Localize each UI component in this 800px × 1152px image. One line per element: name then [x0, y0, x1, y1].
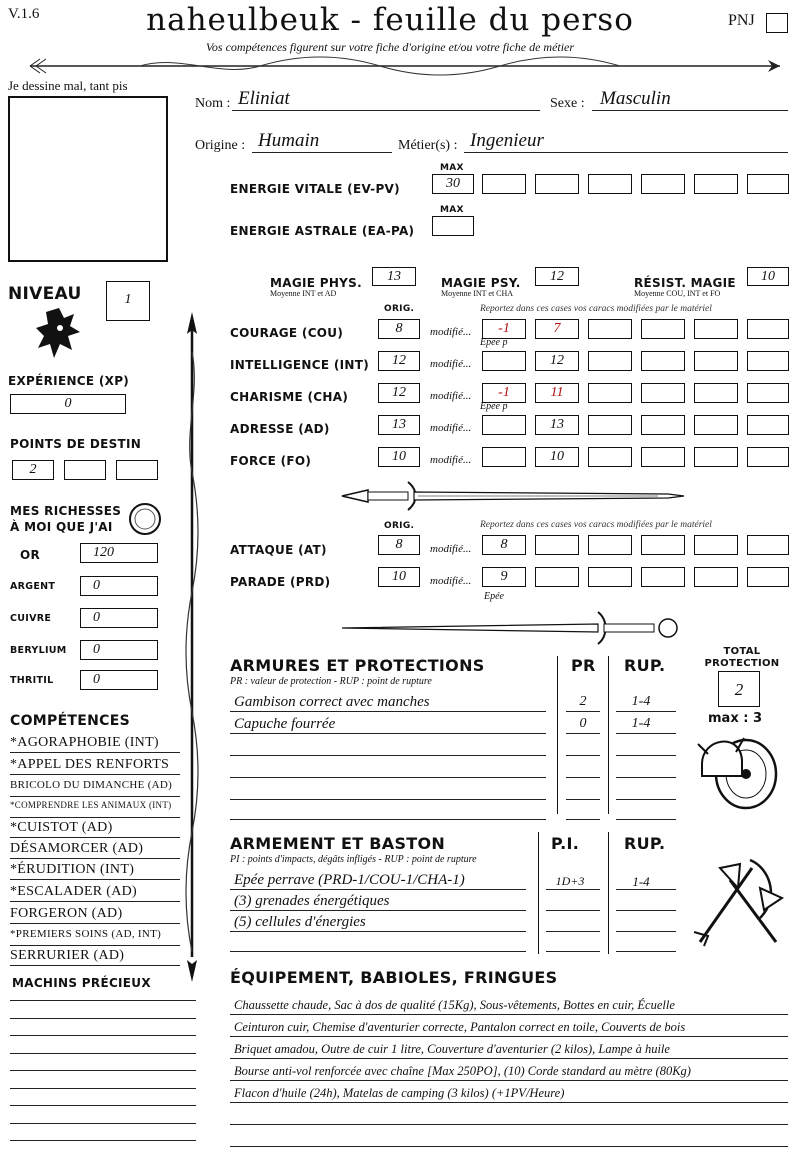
portrait-frame[interactable] [8, 96, 168, 262]
armure-pr[interactable]: 0 [579, 716, 587, 731]
stat-mod-box[interactable] [694, 447, 738, 467]
at-modifie-label: modifié... [430, 543, 472, 555]
stat-mod-box[interactable] [694, 351, 738, 371]
money-box[interactable]: 0 [80, 670, 158, 690]
stat-mod-box[interactable] [747, 447, 789, 467]
armement-pi-header: P.I. [551, 834, 580, 853]
stat-note: Epée p [480, 337, 508, 348]
machins-line[interactable] [10, 1088, 196, 1089]
stat-mod-box[interactable]: 13 [535, 415, 579, 435]
ev-box[interactable] [641, 174, 685, 194]
stat-mod-box[interactable]: -1 [482, 383, 526, 403]
version-label: V.1.6 [8, 6, 40, 22]
stat-mod-box[interactable]: 7 [535, 319, 579, 339]
spear-icon [180, 312, 204, 982]
machins-line[interactable] [10, 1000, 196, 1001]
at-mod-box[interactable]: 8 [482, 535, 526, 555]
stat-modifie-label: modifié... [430, 454, 472, 466]
richesses-label-1: MES RICHESSES [10, 504, 122, 518]
magie-phys-label: MAGIE PHYS. [270, 276, 362, 290]
ev-box[interactable] [747, 174, 789, 194]
money-box[interactable]: 0 [80, 608, 158, 628]
stat-orig-box[interactable]: 12 [378, 351, 420, 371]
competence-item[interactable]: *ESCALADER (AD) [10, 884, 137, 899]
ev-label: ENERGIE VITALE (EV-PV) [230, 182, 400, 196]
stat-mod-box[interactable] [588, 447, 632, 467]
competence-item[interactable]: BRICOLO DU DIMANCHE (AD) [10, 779, 173, 791]
total-protection-label: TOTAL PROTECTION [704, 646, 780, 669]
machins-line[interactable] [10, 1035, 196, 1036]
stat-mod-box[interactable] [641, 351, 685, 371]
armement-note: PI : points d'impacts, dégâts infligés - RUP : point de rupture [230, 854, 477, 865]
armement-rup-header: RUP. [624, 834, 666, 853]
machins-line[interactable] [10, 1070, 196, 1071]
stat-mod-box[interactable] [641, 383, 685, 403]
xp-label: EXPÉRIENCE (XP) [8, 374, 130, 388]
equipement-line[interactable]: Flacon d'huile (24h), Matelas de camping (3 kilos) (+1PV/Heure) [234, 1086, 565, 1100]
richesses-label-2: À MOI QUE J'AI [10, 520, 113, 534]
arme-rup[interactable]: 1-4 [632, 874, 650, 889]
armure-pr[interactable]: 2 [579, 694, 587, 709]
stat-mod-box[interactable] [694, 415, 738, 435]
competence-item[interactable]: *PREMIERS SOINS (AD, INT) [10, 928, 162, 940]
prd-box[interactable] [535, 567, 579, 587]
competence-item[interactable]: *CUISTOT (AD) [10, 820, 113, 835]
armure-name[interactable]: Capuche fourrée [234, 716, 336, 732]
competences-label: COMPÉTENCES [10, 713, 130, 729]
niveau-box[interactable]: 1 [106, 281, 150, 321]
pnj-checkbox[interactable] [766, 13, 788, 33]
at-box[interactable] [641, 535, 685, 555]
money-label: CUIVRE [10, 613, 52, 624]
arrow-divider-icon [20, 54, 790, 78]
weapons-icon [690, 858, 786, 948]
armures-note: PR : valeur de protection - RUP : point de rupture [230, 676, 432, 687]
protection-max: max : 3 [708, 711, 762, 726]
page-subtitle: Vos compétences figurent sur votre fiche d'origine et/ou votre fiche de métier [205, 40, 575, 54]
stat-mod-box[interactable]: 11 [535, 383, 579, 403]
stat-orig-box[interactable]: 8 [378, 319, 420, 339]
prd-note: Epée [484, 591, 504, 602]
resist-magie-box[interactable]: 10 [747, 267, 789, 286]
stat-mod-box[interactable]: 10 [535, 447, 579, 467]
at-box[interactable] [694, 535, 738, 555]
magie-phys-note: Moyenne INT et AD [270, 289, 337, 298]
equipement-line[interactable]: Bourse anti-vol renforcée avec chaîne [Max 250PO], (10) Corde standard au mètre (80Kg) [234, 1064, 691, 1078]
sexe-label: Sexe : [550, 96, 585, 111]
prd-modifie-label: modifié... [430, 575, 472, 587]
stat-mod-box[interactable] [641, 447, 685, 467]
ev-max-box[interactable]: 30 [432, 174, 474, 194]
armure-rup[interactable]: 1-4 [631, 694, 651, 709]
nom-label: Nom : [195, 96, 231, 111]
stat-modifie-label: modifié... [430, 390, 472, 402]
sword-icon [338, 478, 688, 514]
stat-mod-box[interactable] [641, 319, 685, 339]
ev-box[interactable] [482, 174, 526, 194]
machins-label: MACHINS PRÉCIEUX [12, 976, 151, 990]
portrait-caption: Je dessine mal, tant pis [8, 78, 128, 93]
stats-hint: Reportez dans ces cases vos caracs modifiées par le matériel [480, 304, 712, 314]
stat-mod-box[interactable] [482, 415, 526, 435]
prd-label: PARADE (PRD) [230, 575, 331, 589]
stat-label: COURAGE (COU) [230, 326, 344, 340]
ev-box[interactable] [588, 174, 632, 194]
stat-label: CHARISME (CHA) [230, 390, 349, 404]
stats-orig-label: ORIG. [384, 304, 415, 314]
stat-modifie-label: modifié... [430, 358, 472, 370]
combat-orig-label: ORIG. [384, 521, 415, 531]
magie-phys-box[interactable]: 13 [372, 267, 416, 286]
nom-value[interactable]: Eliniat [238, 88, 290, 109]
sword-icon [338, 606, 683, 646]
machins-line[interactable] [10, 1123, 196, 1124]
stat-mod-box[interactable] [747, 415, 789, 435]
competence-item[interactable]: *ÉRUDITION (INT) [10, 862, 135, 877]
destin-box[interactable]: 2 [12, 460, 54, 480]
resist-magie-note: Moyenne COU, INT et FO [634, 289, 721, 298]
at-box[interactable] [535, 535, 579, 555]
stat-orig-box[interactable]: 13 [378, 415, 420, 435]
destin-box[interactable] [64, 460, 106, 480]
money-label: ARGENT [10, 581, 56, 592]
money-box[interactable]: 120 [80, 543, 158, 563]
money-box[interactable]: 0 [80, 576, 158, 596]
ev-box[interactable] [694, 174, 738, 194]
money-label: OR [20, 548, 41, 562]
stat-mod-box[interactable] [747, 383, 789, 403]
stat-mod-box[interactable] [747, 319, 789, 339]
coin-icon [128, 502, 162, 536]
at-label: ATTAQUE (AT) [230, 543, 327, 557]
armures-rup-header: RUP. [624, 656, 666, 675]
equipement-line[interactable]: Ceinturon cuir, Chemise d'aventurier correcte, Pantalon correct en toile, Couverts de bois [234, 1020, 686, 1034]
prd-box[interactable] [694, 567, 738, 587]
stat-mod-box[interactable] [588, 319, 632, 339]
origine-value[interactable]: Humain [258, 130, 320, 151]
equipement-title: ÉQUIPEMENT, BABIOLES, FRINGUES [230, 968, 558, 987]
ea-max-box[interactable] [432, 216, 474, 236]
machins-line[interactable] [10, 1140, 196, 1141]
stat-mod-box[interactable] [482, 351, 526, 371]
machins-line[interactable] [10, 1053, 196, 1054]
stat-mod-box[interactable] [694, 319, 738, 339]
ev-box[interactable] [535, 174, 579, 194]
xp-box[interactable]: 0 [10, 394, 126, 414]
stat-modifie-label: modifié... [430, 422, 472, 434]
armure-name[interactable]: Gambison correct avec manches [234, 694, 430, 710]
metier-label: Métier(s) : [398, 138, 458, 153]
arme-name[interactable]: (5) cellules d'énergies [234, 914, 366, 930]
prd-mod-box[interactable]: 9 [482, 567, 526, 587]
destin-label: POINTS DE DESTIN [10, 437, 142, 451]
helmet-shield-icon [694, 724, 784, 814]
stat-mod-box[interactable] [641, 415, 685, 435]
metier-value[interactable]: Ingenieur [470, 130, 544, 151]
niveau-label: NIVEAU [8, 284, 82, 304]
stat-mod-box[interactable]: -1 [482, 319, 526, 339]
stat-modifie-label: modifié... [430, 326, 472, 338]
stat-label: ADRESSE (AD) [230, 422, 330, 436]
stat-orig-box[interactable]: 10 [378, 447, 420, 467]
money-label: THRITIL [10, 675, 54, 686]
equipement-line[interactable]: Chaussette chaude, Sac à dos de qualité (15Kg), Sous-vêtements, Bottes en cuir, Écuelle [234, 998, 675, 1012]
stat-orig-box[interactable]: 12 [378, 383, 420, 403]
destin-box[interactable] [116, 460, 158, 480]
money-label: BERYLIUM [10, 645, 67, 656]
stat-mod-box[interactable]: 12 [535, 351, 579, 371]
machins-line[interactable] [10, 1018, 196, 1019]
total-protection-box[interactable]: 2 [718, 671, 760, 707]
stat-mod-box[interactable] [588, 415, 632, 435]
stat-mod-box[interactable] [747, 351, 789, 371]
armures-pr-header: PR [571, 656, 596, 675]
competence-item[interactable]: DÉSAMORCER (AD) [10, 841, 144, 856]
armure-rup[interactable]: 1-4 [631, 716, 651, 731]
stat-note: Epée p [480, 401, 508, 412]
competence-item[interactable]: *APPEL DES RENFORTS [10, 757, 170, 772]
prd-box[interactable] [641, 567, 685, 587]
origine-label: Origine : [195, 138, 246, 153]
armures-title: ARMURES ET PROTECTIONS [230, 656, 485, 675]
prd-orig-box[interactable]: 10 [378, 567, 420, 587]
machins-line[interactable] [10, 1105, 196, 1106]
at-box[interactable] [747, 535, 789, 555]
prd-box[interactable] [588, 567, 632, 587]
arme-name[interactable]: (3) grenades énergétiques [234, 893, 390, 909]
at-orig-box[interactable]: 8 [378, 535, 420, 555]
magie-psy-box[interactable]: 12 [535, 267, 579, 286]
combat-hint: Reportez dans ces cases vos caracs modifiées par le matériel [480, 520, 712, 530]
equipement-line[interactable]: Briquet amadou, Outre de cuir 1 litre, Couverture d'aventurier (2 kilos), Lampe à huile [234, 1042, 670, 1056]
resist-magie-label: RÉSIST. MAGIE [634, 276, 736, 290]
stat-mod-box[interactable] [588, 383, 632, 403]
armement-title: ARMEMENT ET BASTON [230, 834, 446, 853]
money-box[interactable]: 0 [80, 640, 158, 660]
magie-psy-note: Moyenne INT et CHA [441, 289, 514, 298]
arme-pi[interactable]: 1D+3 [555, 874, 585, 888]
ea-label: ENERGIE ASTRALE (EA-PA) [230, 224, 415, 238]
at-box[interactable] [588, 535, 632, 555]
magie-psy-label: MAGIE PSY. [441, 276, 521, 290]
arme-name[interactable]: Epée perrave (PRD-1/COU-1/CHA-1) [234, 872, 465, 888]
stat-label: FORCE (FO) [230, 454, 312, 468]
competence-item[interactable]: SERRURIER (AD) [10, 948, 125, 963]
competence-item[interactable]: *COMPRENDRE LES ANIMAUX (INT) [10, 800, 172, 810]
pnj-label: PNJ [728, 12, 755, 29]
competence-item[interactable]: FORGERON (AD) [10, 906, 123, 921]
ev-max-label: MAX [440, 163, 464, 173]
ea-max-label: MAX [440, 205, 464, 215]
prd-box[interactable] [747, 567, 789, 587]
stat-label: INTELLIGENCE (INT) [230, 358, 369, 372]
competence-item[interactable]: *AGORAPHOBIE (INT) [10, 735, 159, 750]
stat-mod-box[interactable] [482, 447, 526, 467]
page-title: naheulbeuk - feuille du perso [146, 2, 634, 38]
stat-mod-box[interactable] [694, 383, 738, 403]
sexe-value[interactable]: Masculin [600, 88, 671, 109]
dragon-icon [34, 304, 84, 364]
stat-mod-box[interactable] [588, 351, 632, 371]
